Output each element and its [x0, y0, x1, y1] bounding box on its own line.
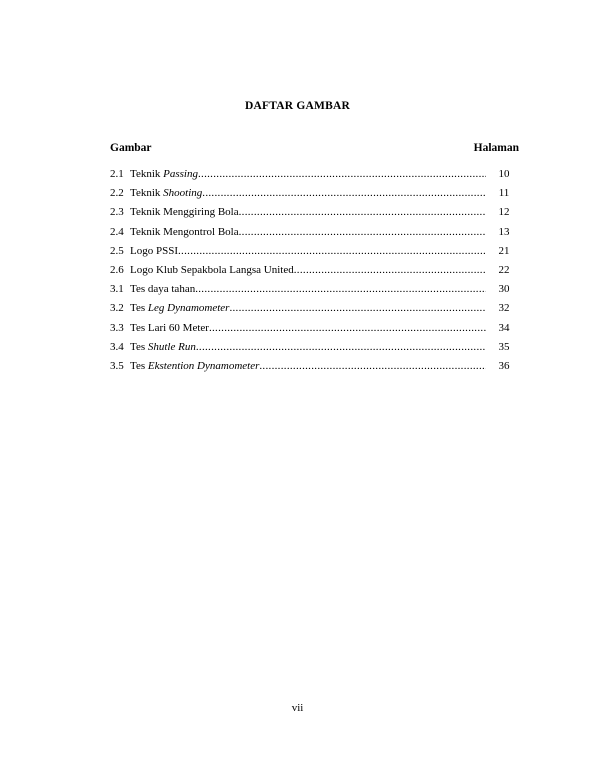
- list-item: [110, 168, 519, 187]
- entry-label: [110, 206, 486, 219]
- entry-caption: [130, 322, 209, 335]
- entry-page: 36: [498, 359, 510, 372]
- entry-page: 10: [498, 168, 510, 180]
- entry-caption-text: Teknik: [130, 168, 164, 180]
- dot-leader: [239, 206, 486, 219]
- entry-label: [110, 168, 486, 181]
- dot-leader: [195, 283, 486, 296]
- entry-caption: [130, 283, 195, 296]
- list-item: [110, 226, 519, 245]
- list-item: [110, 302, 519, 321]
- entry-caption: [130, 341, 196, 354]
- entry-caption: [130, 302, 229, 315]
- page-title: DAFTAR GAMBAR: [245, 100, 350, 112]
- column-header-figure: Gambar: [110, 142, 152, 154]
- entry-caption-text: Tes daya tahan: [130, 283, 196, 296]
- entry-page: 12: [498, 206, 510, 219]
- entry-number: 2.1: [110, 168, 124, 180]
- list-item: [110, 245, 519, 264]
- dot-leader: [229, 302, 486, 315]
- entry-label: [110, 283, 486, 296]
- entry-caption: [130, 226, 239, 239]
- list-item: [110, 187, 519, 206]
- column-header-page: Halaman: [473, 142, 519, 154]
- entry-page: 11: [498, 187, 510, 200]
- list-item: [110, 341, 519, 360]
- list-item: [110, 283, 519, 302]
- entry-caption-text: Logo Klub Sepakbola Langsa United: [130, 263, 294, 276]
- entry-caption-text: Logo PSSI: [130, 244, 178, 257]
- entry-page: 35: [498, 340, 510, 353]
- entry-label: [110, 322, 486, 335]
- entry-label: [110, 302, 486, 315]
- dot-leader: [196, 341, 486, 354]
- entry-number: 2.6: [110, 263, 124, 276]
- entry-page: 21: [498, 244, 510, 257]
- entry-caption: [130, 245, 178, 258]
- list-item: [110, 264, 519, 283]
- entry-label: [110, 245, 486, 258]
- dot-leader: [178, 245, 486, 258]
- entry-caption: [130, 206, 239, 219]
- entry-label: [110, 226, 486, 239]
- entry-caption: [130, 187, 202, 200]
- entry-caption-text: Tes: [130, 302, 148, 315]
- entry-caption-italic: Shooting: [163, 187, 203, 200]
- entry-number: 2.2: [110, 187, 124, 200]
- list-item: [110, 360, 519, 379]
- entry-label: [110, 360, 486, 373]
- entry-caption-text: Teknik Mengontrol Bola: [130, 225, 239, 238]
- entry-caption-italic: Ekstention Dynamometer: [147, 359, 260, 372]
- entry-caption-italic: Passing: [163, 168, 198, 180]
- entry-caption-text: Tes: [130, 340, 148, 353]
- entry-caption-italic: Shutle Run: [147, 340, 196, 353]
- entry-caption-text: Teknik: [130, 187, 164, 200]
- entry-caption: [130, 264, 294, 277]
- entry-page: 32: [498, 302, 510, 315]
- entry-page: 30: [498, 283, 510, 296]
- entry-page: 34: [498, 321, 510, 334]
- entry-label: [110, 187, 486, 200]
- entry-caption-italic: Leg Dynamometer: [147, 302, 230, 315]
- entry-number: 2.5: [110, 244, 124, 257]
- entry-label: [110, 341, 486, 354]
- entry-number: 3.5: [110, 359, 124, 372]
- figure-list: [110, 168, 519, 379]
- entry-number: 3.3: [110, 321, 124, 334]
- dot-leader: [209, 322, 486, 335]
- entry-caption-text: Tes: [130, 359, 148, 372]
- entry-number: 3.1: [110, 283, 124, 296]
- list-item: [110, 322, 519, 341]
- dot-leader: [294, 264, 486, 277]
- entry-caption: [130, 360, 259, 373]
- entry-number: 2.3: [110, 206, 124, 219]
- list-item: [110, 206, 519, 225]
- entry-number: 3.4: [110, 340, 124, 353]
- dot-leader: [202, 187, 486, 200]
- dot-leader: [198, 168, 486, 181]
- dot-leader: [239, 226, 486, 239]
- entry-number: 2.4: [110, 225, 124, 238]
- entry-number: 3.2: [110, 302, 124, 315]
- entry-page: 13: [498, 225, 510, 238]
- entry-page: 22: [498, 263, 510, 276]
- dot-leader: [259, 360, 486, 373]
- page-number: vii: [291, 702, 304, 714]
- entry-caption: [130, 168, 198, 181]
- entry-caption-text: Tes Lari 60 Meter: [130, 321, 209, 334]
- entry-label: [110, 264, 486, 277]
- entry-caption-text: Teknik Menggiring Bola: [130, 206, 239, 219]
